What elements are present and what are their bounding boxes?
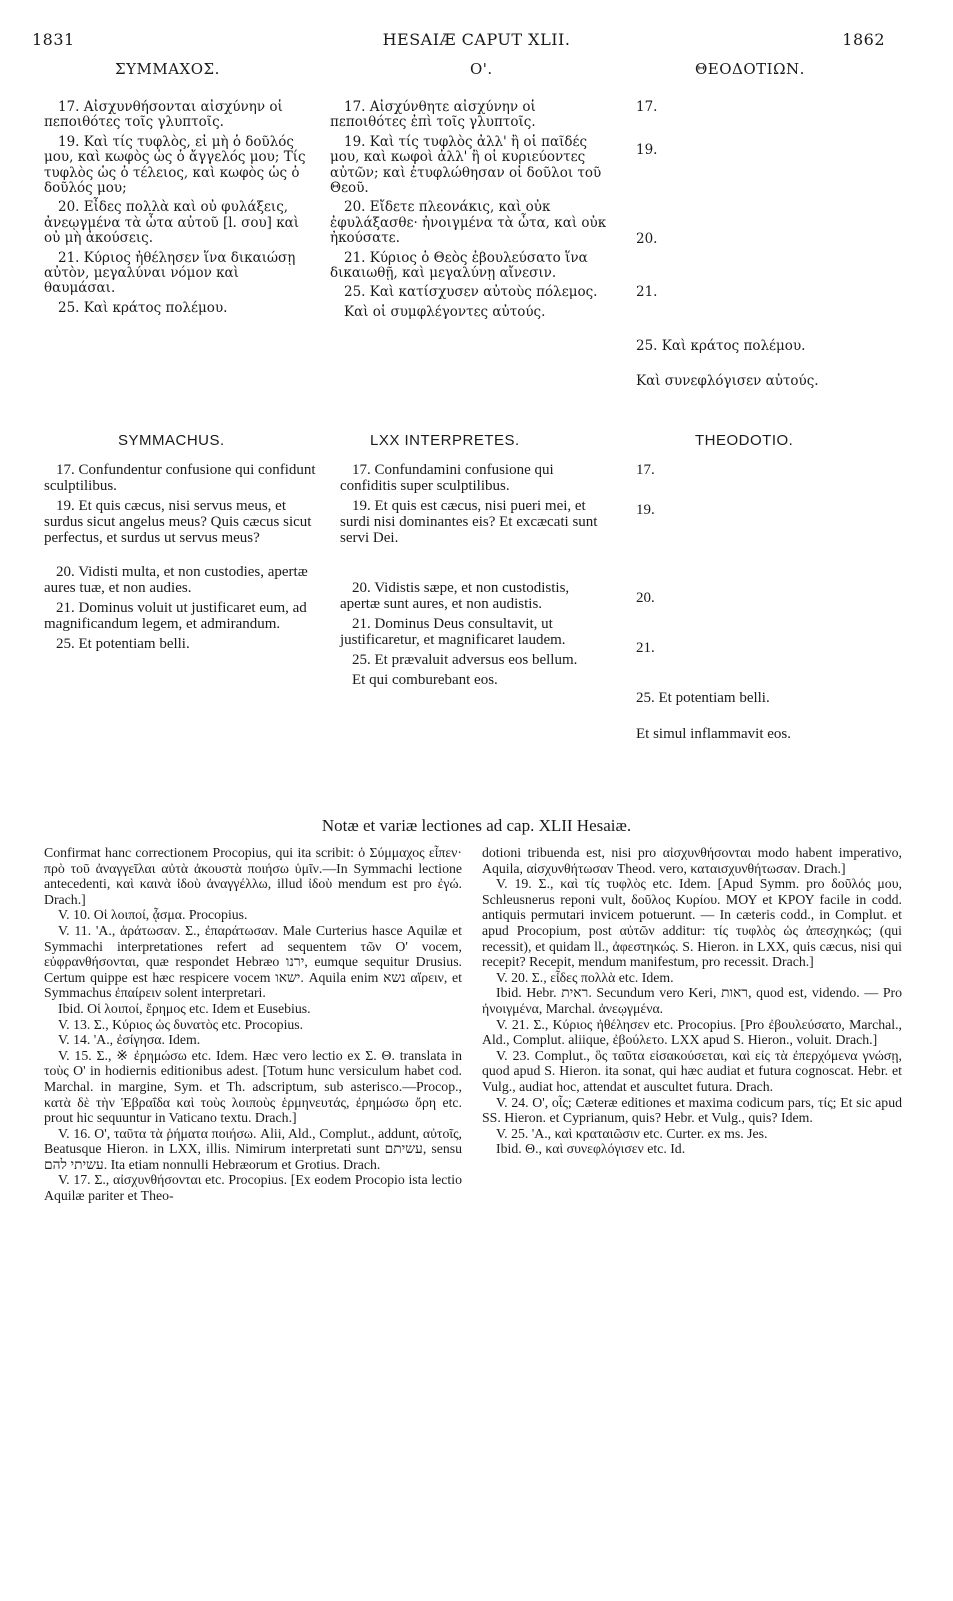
latin-symmachus-verse: 19. Et quis cæcus, nisi servus meus, et surdus sicut angelus meus? Quis cæcus sicut perfectus, et surdus ut servus meus? — [44, 498, 312, 546]
note-paragraph: V. 25. 'Α., καὶ κραταιῶσιν etc. Curter. ex ms. Jes. — [496, 1125, 768, 1141]
note-paragraph: V. 23. Complut., ὃς ταῦτα εἰσακούσεται, καὶ εἰς τὰ ἐπερχόμενα γνώσῃ, quod apud S. Hieron. ita sonat, qui hæc audiat et futura cognoscat. Hebr. et Vulg., audiat hoc, attendat et auscultet futura. Drach. — [482, 1047, 902, 1094]
greek-lxx-verse: 25. Καὶ κατίσχυσεν αὐτοὺς πόλεμος. — [344, 284, 598, 301]
greek-theodotion-verse: 20. — [636, 230, 658, 247]
note-paragraph: V. 13. Σ., Κύριος ὡς δυνατὸς etc. Procopius. — [58, 1016, 304, 1032]
latin-theodotion-verse: 17. — [636, 462, 655, 478]
latin-lxx-verse: 21. Dominus Deus consultavit, ut justificaretur, et magnificaret laudem. — [340, 616, 566, 648]
greek-theodotion-verse: 19. — [636, 142, 658, 159]
latin-theodotion-verse: 25. Et potentiam belli. — [636, 690, 770, 706]
left-page-number: 1831 — [32, 30, 75, 49]
notes-title: Notæ et variæ lectiones ad cap. XLII Hesaiæ. — [321, 816, 632, 835]
note-paragraph: V. 16. Ο', ταῦτα τὰ ῥήματα ποιήσω. Alii, Ald., Complut., addunt, αὐτοῖς, Beatusque Hieron. in LXX, illis. Nimirum interpretati sunt עשיתם, sensu עשיתי להם. Ita etiam nonnulli Hebræorum et Grotius. Drach. — [44, 1125, 463, 1172]
note-paragraph: V. 17. Σ., αἰσχυνθήσονται etc. Procopius. [Ex eodem Procopio ista lectio Aquilæ pariter et Theo- — [44, 1172, 462, 1204]
greek-head-lxx: Ο'. — [470, 60, 493, 78]
latin-symmachus-verse: 21. Dominus voluit ut justificaret eum, ad magnificandum legem, et admirandum. — [44, 600, 307, 632]
note-paragraph: V. 21. Σ., Κύριος ἠθέλησεν etc. Procopius. [Pro ἐβουλεύσατο, Marchal., Ald., Complut. aliique, ἐβούλετο. LXX apud S. Hieron., voluit. Drach.] — [482, 1016, 902, 1048]
notes-left-column — [44, 845, 462, 1204]
note-paragraph: Ibid. Θ., καὶ συνεφλόγισεν etc. Id. — [496, 1141, 686, 1157]
greek-theodotion-verse: 25. Καὶ κράτος πολέμου. — [636, 337, 806, 354]
greek-lxx-verse: 20. Εἴδετε πλεονάκις, καὶ οὐκ ἐφυλάξασθε· ἠνοιγμένα τὰ ὦτα, καὶ οὐκ ἠκούσατε. — [330, 199, 607, 247]
greek-symmachus-column — [44, 100, 314, 320]
latin-symmachus-verse: 20. Vidisti multa, et non custodies, apertæ aures tuæ, et non audies. — [44, 564, 308, 596]
latin-theodotion-verse: 19. — [636, 502, 655, 518]
greek-lxx-column — [330, 100, 610, 324]
latin-lxx-verse: 19. Et quis est cæcus, nisi pueri mei, et surdi nisi dominantes eis? Et excæcati sunt servi Dei. — [340, 498, 598, 546]
note-paragraph: V. 15. Σ., ※ ἐρημώσω etc. Idem. Hæc vero lectio ex Σ. Θ. translata in τοὺς Ο' in hodiernis editionibus adest. [Totum hunc versiculum habet cod. Marchal. in margine, Sym. et Th. adscriptum, sub asterisco.—Procop., κατὰ δὲ τὴν Ἑβραΐδα καὶ τοὺς λοιποὺς ἑρμηνευτάς, ἐρημώσω ὄρη etc. prout hic sequuntur in Vaticano textu. Drach.] — [44, 1047, 462, 1126]
note-paragraph: V. 24. Ο', οἷς; Cæteræ editiones et maxima codicum pars, τίς; Et sic apud SS. Hieron. et Cyprianum, quis? Hebr. et Vulg., quis? Idem. — [482, 1094, 902, 1126]
greek-head-symmachus: ΣΥΜΜΑΧΟΣ. — [115, 60, 220, 78]
greek-theodotion-verse: Καὶ συνεφλόγισεν αὐτούς. — [636, 373, 819, 390]
note-paragraph: V. 11. 'Α., ἀράτωσαν. Σ., ἐπαράτωσαν. Male Curterius hasce Aquilæ et Symmachi interpretationes refert ad sequentem τῶν Ο' vocem, εὐφρανθήσονται, quæ respondet Hebræo ירנו, eumque sequitur Drusius. Certum quippe est hæc respicere vocem ישאו. Aquila enim נשא αἴρειν, et Symmachus ἐπαίρειν solent interpretari. — [44, 922, 463, 1001]
latin-symmachus-verse: 17. Confundentur confusione qui confidunt sculptilibus. — [44, 462, 316, 494]
latin-symmachus-column — [44, 462, 316, 656]
latin-lxx-verse: 17. Confundamini confusione qui confiditis super sculptilibus. — [340, 462, 554, 494]
latin-head-symmachus: SYMMACHUS. — [118, 432, 225, 449]
greek-lxx-verse: 21. Κύριος ὁ Θεὸς ἐβουλεύσατο ἵνα δικαιωθῇ, καὶ μεγαλύνῃ αἴνεσιν. — [330, 249, 588, 282]
latin-lxx-verse: 25. Et prævaluit adversus eos bellum. — [352, 652, 578, 668]
running-title: HESAIÆ CAPUT XLII. — [382, 30, 571, 49]
latin-head-lxx: LXX INTERPRETES. — [370, 432, 520, 449]
greek-symmachus-verse: 20. Εἶδες πολλὰ καὶ οὐ φυλάξεις, ἀνεῳγμένα τὰ ὦτα αὐτοῦ [l. σου] καὶ οὐ μὴ ἀκούσεις. — [44, 199, 300, 247]
latin-theodotion-verse: Et simul inflammavit eos. — [636, 726, 791, 742]
note-paragraph: dotioni tribuenda est, nisi pro αἰσχυνθήσονται modo habent imperativo, Aquila, αἰσχυνθήτωσαν Theod. vero, καταισχυνθήτωσαν. Drach.] — [482, 845, 902, 876]
note-paragraph: V. 19. Σ., καὶ τίς τυφλὸς etc. Idem. [Apud Symm. pro δοῦλός μου, Schleusnerus reponi vult, δοῦλος Κυρίου. ΜΟΥ et ΚΡΟΥ facile in codd. antiquis permutari invicem potuerunt. — In cæteris codd., in Complut. et apud Procopium, post αὐτῶν additur: τίς τυφλὸς ὡς ἀπεσχηκώς; (qui recessit), et quidam ll., ἀφεστηκώς. S. Hieron. in LXX, quis cæcus, nisi qui recepit? Recepit, mendum manifestum, pro recessit. Drach.] — [482, 876, 902, 970]
greek-symmachus-verse: 17. Αἰσχυνθήσονται αἰσχύνην οἱ πεποιθότες τοῖς γλυπτοῖς. — [44, 99, 283, 131]
latin-theodotion-verse: 21. — [636, 640, 655, 656]
latin-head-theodotion: THEODOTIO. — [695, 432, 794, 449]
greek-lxx-verse: 19. Καὶ τίς τυφλὸς ἀλλ' ἢ οἱ παῖδές μου, καὶ κωφοὶ ἀλλ' ἢ οἱ κυριεύοντες αὐτῶν; καὶ ἐτυφλώθησαν οἱ δοῦλοι τοῦ Θεοῦ. — [330, 133, 602, 197]
latin-lxx-verse: 20. Vidistis sæpe, et non custodistis, apertæ sunt aures, et non audistis. — [340, 580, 570, 612]
latin-theodotion-verse: 20. — [636, 590, 655, 606]
greek-symmachus-verse: 19. Καὶ τίς τυφλὸς, εἰ μὴ ὁ δοῦλός μου, καὶ κωφὸς ὡς ὁ ἄγγελός μου; Τίς τυφλὸς ὡς ὁ τέλειος, καὶ κωφὸς ὡς ὁ δοῦλός μου; — [44, 133, 306, 197]
greek-theodotion-verse: 17. — [636, 99, 658, 115]
note-paragraph: V. 10. Οἱ λοιποί, ᾆσμα. Procopius. — [58, 907, 248, 923]
greek-head-theodotion: ΘΕΟΔΟΤΙΩΝ. — [695, 60, 805, 78]
note-paragraph: V. 14. 'Α., ἐσίγησα. Idem. — [58, 1032, 201, 1048]
latin-lxx-column — [340, 462, 612, 692]
note-paragraph: V. 20. Σ., εἶδες πολλὰ etc. Idem. — [496, 969, 674, 985]
latin-symmachus-verse: 25. Et potentiam belli. — [56, 636, 190, 652]
note-paragraph: Ibid. Hebr. ראית. Secundum vero Keri, ראות, quod est, videndo. — Pro ἠνοιγμένα, Marchal. ἀνεῳγμένα. — [482, 985, 902, 1016]
notes-right-column — [482, 845, 902, 1157]
greek-theodotion-column — [636, 100, 876, 393]
greek-symmachus-verse: 25. Καὶ κράτος πολέμου. — [58, 299, 228, 316]
greek-symmachus-verse: 21. Κύριος ἠθέλησεν ἵνα δικαιώσῃ αὐτὸν, μεγαλύναι νόμον καὶ θαυμάσαι. — [44, 249, 296, 297]
latin-theodotion-column — [636, 462, 886, 746]
note-paragraph: Ibid. Οἱ λοιποί, ἔρημος etc. Idem et Eusebius. — [58, 1000, 311, 1016]
greek-theodotion-verse: 21. — [636, 284, 658, 301]
latin-lxx-verse: Et qui comburebant eos. — [352, 672, 498, 688]
greek-lxx-verse: 17. Αἰσχύνθητε αἰσχύνην οἱ πεποιθότες ἐπὶ τοῖς γλυπτοῖς. — [330, 99, 536, 131]
right-page-number: 1862 — [842, 30, 885, 49]
note-paragraph: Confirmat hanc correctionem Procopius, qui ita scribit: ὁ Σύμμαχος εἶπεν· πρὸ τοῦ ἀναγγεῖλαι αὐτὰ ἀκουστὰ ποιήσω ὑμῖν.—In Symmachi lectione antecedenti, καὶ καινὰ ἰδοὺ ἀναγγέλλω, illud ἰδοὺ mendum est pro ἐγώ. Drach.] — [44, 845, 462, 907]
greek-lxx-verse: Καὶ οἱ συμφλέγοντες αὐτούς. — [344, 303, 546, 320]
